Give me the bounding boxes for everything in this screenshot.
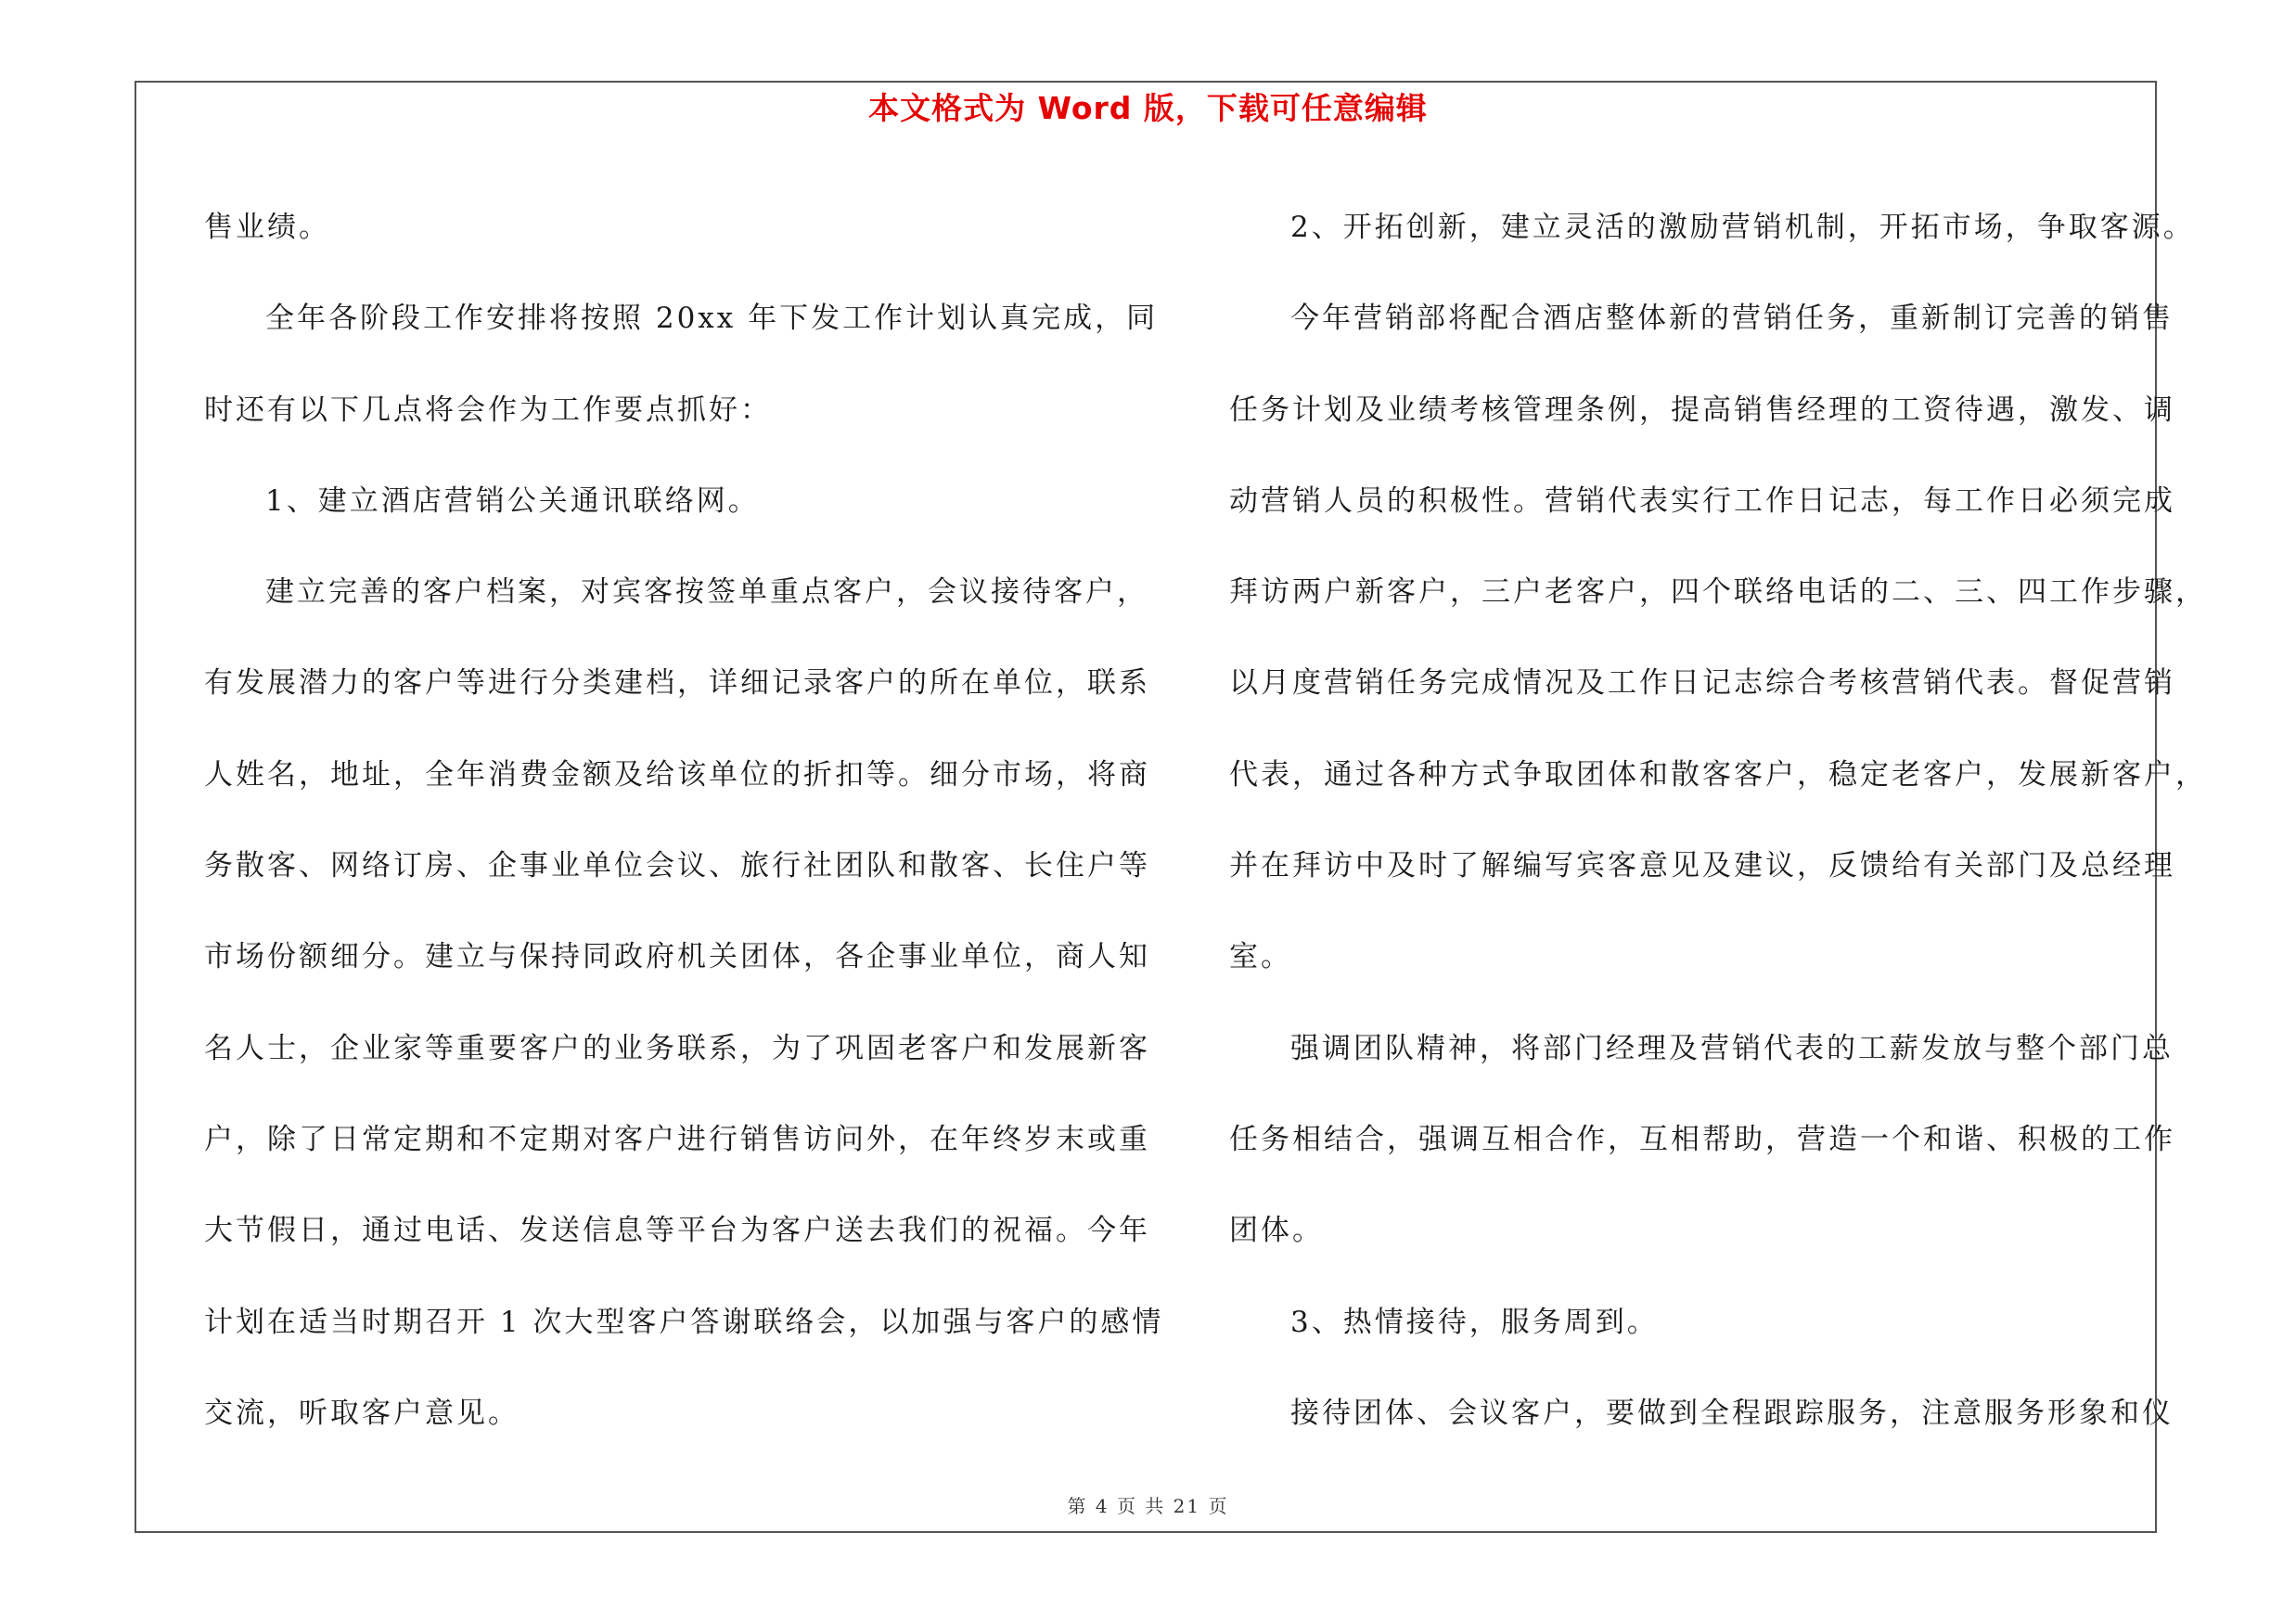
paragraph-line: 时还有以下几点将会作为工作要点抓好： <box>204 393 772 427</box>
paragraph-line: 交流，听取客户意见。 <box>204 1396 519 1430</box>
paragraph-line: 今年营销部将配合酒店整体新的营销任务，重新制订完善的销售 <box>1290 302 2174 336</box>
paragraph-line: 接待团体、会议客户，要做到全程跟踪服务，注意服务形象和仪 <box>1290 1396 2174 1430</box>
paragraph-line: 大节假日，通过电话、发送信息等平台为客户送去我们的祝福。今年 <box>204 1214 1150 1248</box>
paragraph-line: 建立完善的客户档案，对宾客按签单重点客户，会议接待客户， <box>265 575 1148 610</box>
paragraph-line: 代表，通过各种方式争取团体和散客客户，稳定老客户，发展新客户， <box>1229 757 2207 792</box>
right-column <box>1229 182 2207 1459</box>
paragraph-line: 市场份额细分。建立与保持同政府机关团体，各企事业单位，商人知 <box>204 940 1150 974</box>
paragraph-line: 动营销人员的积极性。营销代表实行工作日记志，每工作日必须完成 <box>1229 483 2175 518</box>
paragraph-line: 户，除了日常定期和不定期对客户进行销售访问外，在年终岁末或重 <box>204 1122 1150 1156</box>
paragraph-line: 以月度营销任务完成情况及工作日记志综合考核营销代表。督促营销 <box>1229 666 2175 701</box>
paragraph-line: 强调团队精神，将部门经理及营销代表的工薪发放与整个部门总 <box>1290 1031 2174 1065</box>
word-format-banner: 本文格式为 Word 版，下载可任意编辑 <box>868 90 1428 126</box>
paragraph-line: 名人士，企业家等重要客户的业务联系，为了巩固老客户和发展新客 <box>204 1031 1150 1065</box>
section-heading: 3、热情接待，服务周到。 <box>1290 1305 1659 1339</box>
paragraph-line: 计划在适当时期召开 1 次大型客户答谢联络会，以加强与客户的感情 <box>204 1305 1164 1339</box>
paragraph-line: 拜访两户新客户，三户老客户，四个联络电话的二、三、四工作步骤， <box>1229 575 2207 610</box>
left-column <box>204 182 1164 1459</box>
section-heading: 1、建立酒店营销公关通讯联络网。 <box>265 483 760 518</box>
paragraph-line: 售业绩。 <box>204 211 330 244</box>
page-number-footer: 第 4 页 共 21 页 <box>1067 1495 1229 1517</box>
paragraph-line: 并在拜访中及时了解编写宾客意见及建议，反馈给有关部门及总经理 <box>1229 849 2175 883</box>
paragraph-line: 务散客、网络订房、企事业单位会议、旅行社团队和散客、长住户等 <box>204 849 1150 883</box>
paragraph-line: 室。 <box>1229 940 1292 974</box>
paragraph-line: 全年各阶段工作安排将按照 20xx 年下发工作计划认真完成，同 <box>265 302 1159 336</box>
paragraph-line: 人姓名，地址，全年消费金额及给该单位的折扣等。细分市场，将商 <box>204 757 1150 792</box>
paragraph-line: 有发展潜力的客户等进行分类建档，详细记录客户的所在单位，联系 <box>204 666 1150 701</box>
paragraph-line: 任务计划及业绩考核管理条例，提高销售经理的工资待遇，激发、调 <box>1229 393 2175 427</box>
paragraph-line: 任务相结合，强调互相合作，互相帮助，营造一个和谐、积极的工作 <box>1229 1122 2175 1156</box>
section-heading: 2、开拓创新，建立灵活的激励营销机制，开拓市场，争取客源。 <box>1290 211 2195 244</box>
paragraph-line: 团体。 <box>1229 1214 1324 1248</box>
